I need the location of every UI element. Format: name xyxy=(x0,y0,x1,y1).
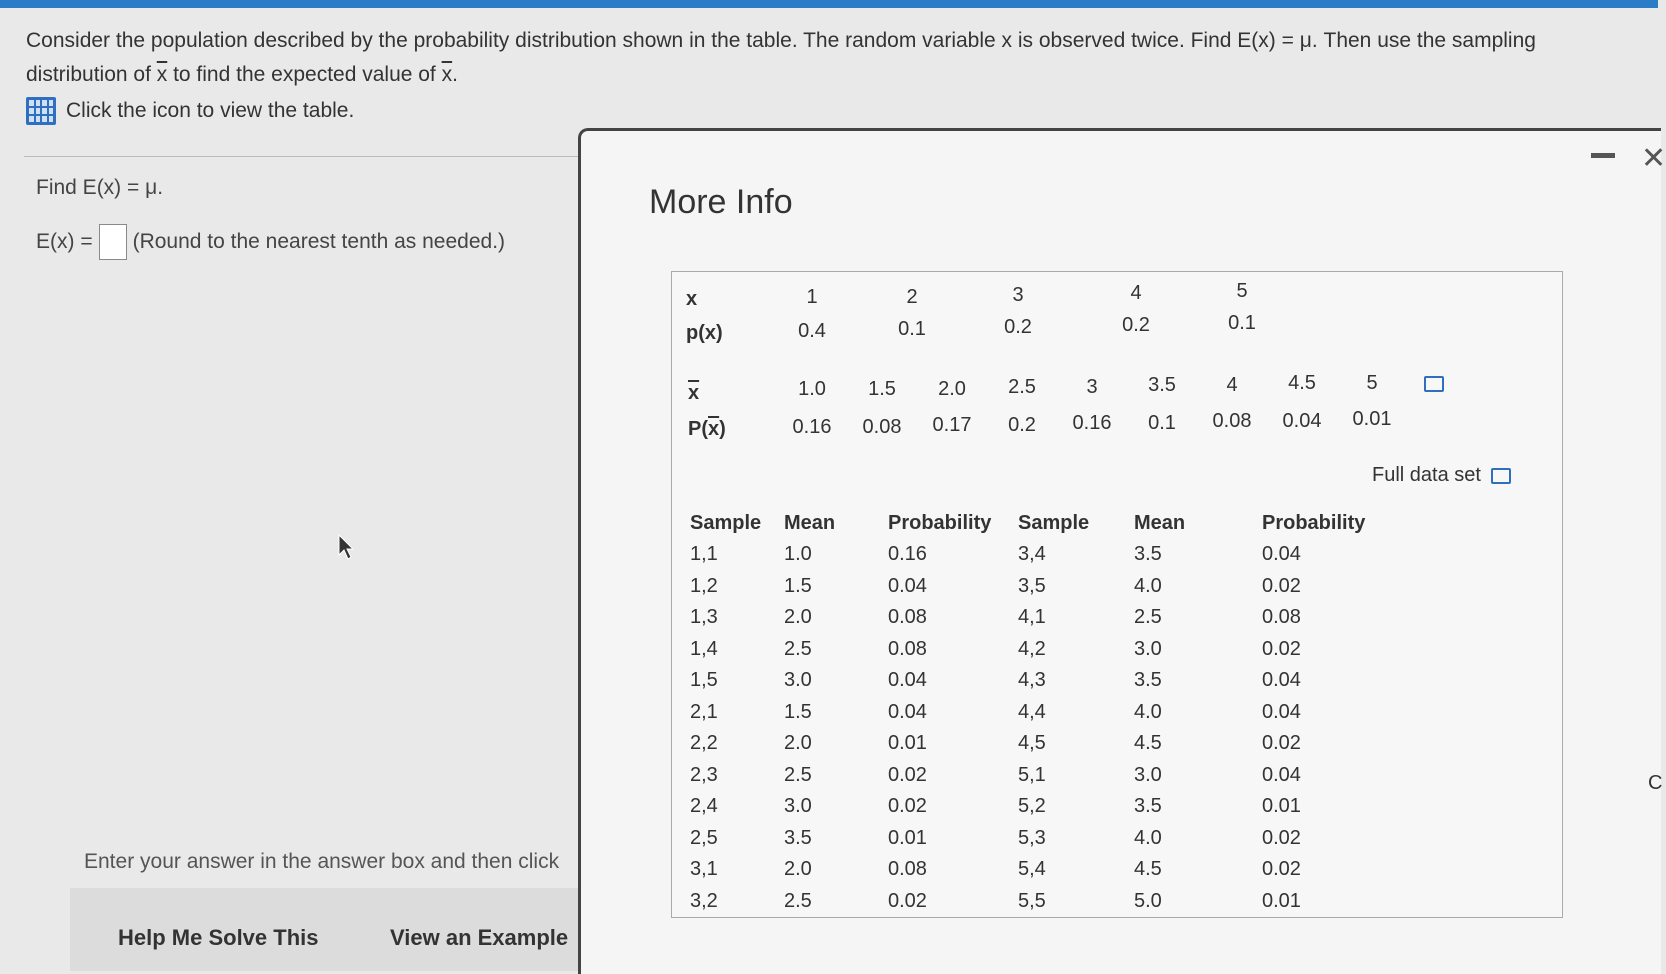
table-cell: 4,1 xyxy=(1018,606,1046,629)
dist1-p-cell: 0.1 xyxy=(1228,312,1256,334)
table-cell: 2,4 xyxy=(690,795,718,818)
table-cell: 0.02 xyxy=(1262,858,1301,881)
table-cell: 3.0 xyxy=(784,795,812,818)
view-example-button[interactable]: View an Example xyxy=(390,925,569,950)
table-cell: 0.04 xyxy=(888,700,927,723)
table-row xyxy=(690,791,1384,823)
col-header: Mean xyxy=(1134,512,1186,534)
px-row-label: p(x) xyxy=(686,322,723,344)
table-cell: 3.5 xyxy=(1134,795,1162,818)
table-cell: 0.04 xyxy=(1262,543,1301,566)
table-cell: 0.02 xyxy=(1262,826,1301,849)
table-cell: 1,2 xyxy=(690,574,718,597)
edge-fragment: C xyxy=(1648,772,1663,794)
table-cell: 4,2 xyxy=(1018,637,1046,660)
table-grid-icon[interactable] xyxy=(26,97,56,125)
help-me-solve-button[interactable]: Help Me Solve This xyxy=(118,925,319,950)
table-cell: 0.01 xyxy=(888,826,927,849)
table-cell: 4,4 xyxy=(1018,700,1046,723)
dist2-p-cell: 0.16 xyxy=(792,416,832,438)
table-cell: 1.5 xyxy=(784,574,812,597)
table-cell: 2.5 xyxy=(784,763,812,786)
copy-data-icon[interactable] xyxy=(1491,468,1511,484)
table-cell: 5,4 xyxy=(1018,858,1046,881)
dist1-x-cell: 4 xyxy=(1130,282,1142,304)
table-cell: 0.04 xyxy=(1262,763,1301,786)
table-cell: 3.5 xyxy=(1134,669,1162,692)
table-cell: 0.08 xyxy=(1262,606,1301,629)
table-row xyxy=(690,760,1384,792)
table-row xyxy=(690,539,1384,571)
table-row xyxy=(690,634,1384,666)
dist1-p-cell: 0.2 xyxy=(1122,314,1150,336)
table-cell: 1,5 xyxy=(690,669,718,692)
table-cell: 1,4 xyxy=(690,637,718,660)
x-row-label: x xyxy=(686,288,698,310)
close-icon[interactable]: ✕ xyxy=(1641,142,1666,175)
xbar-symbol: $\overline{x}$ xyxy=(156,63,168,86)
question-text xyxy=(26,24,1636,128)
table-cell: 5,5 xyxy=(1018,889,1046,912)
dist2-x-cell: 2.5 xyxy=(1008,376,1036,398)
table-cell: 5,2 xyxy=(1018,795,1046,818)
col-header: Probability xyxy=(1262,512,1366,534)
dist2-p-cell: 0.08 xyxy=(862,416,902,438)
question-part-1: Consider the population described by the probability distribution shown in the table. The random variable x is observed twice. Find E(x) = μ. Then use the sampling distribution of xyxy=(26,29,1536,86)
table-cell: 4.5 xyxy=(1134,858,1162,881)
table-cell: 1,3 xyxy=(690,606,718,629)
table-cell: 2,5 xyxy=(690,826,718,849)
xbar-row-label: $\overline{x}$ xyxy=(688,382,700,404)
table-cell: 3.0 xyxy=(1134,763,1162,786)
answer-section xyxy=(36,176,576,260)
table-cell: 0.02 xyxy=(1262,732,1301,755)
table-cell: 2.5 xyxy=(784,637,812,660)
table-row xyxy=(690,571,1384,603)
table-cell: 0.02 xyxy=(888,795,927,818)
answer-input-box[interactable] xyxy=(99,224,127,260)
table-cell: 2.0 xyxy=(784,732,812,755)
table-cell: 0.16 xyxy=(888,543,927,566)
instruction-hint: Enter your answer in the answer box and then click xyxy=(84,850,560,873)
table-cell: 3.5 xyxy=(784,826,812,849)
dist2-x-cell: 5 xyxy=(1366,372,1378,394)
table-cell: 0.04 xyxy=(888,574,927,597)
col-header: Probability xyxy=(888,512,992,534)
dist1-p-cell: 0.1 xyxy=(898,318,926,340)
col-header: Sample xyxy=(690,512,762,534)
table-cell: 4,5 xyxy=(1018,732,1046,755)
dialog-title: More Info xyxy=(649,183,793,221)
table-row xyxy=(690,823,1384,855)
table-cell: 4,3 xyxy=(1018,669,1046,692)
dist1-p-cell: 0.4 xyxy=(798,320,826,342)
col-header: Mean xyxy=(784,512,836,534)
col-header: Sample xyxy=(1018,512,1090,534)
table-cell: 3,2 xyxy=(690,889,718,912)
top-accent-bar xyxy=(0,0,1658,8)
table-cell: 0.08 xyxy=(888,858,927,881)
table-cell: 4.0 xyxy=(1134,574,1162,597)
dist2-p-cell: 0.16 xyxy=(1072,412,1112,434)
question-part-2: to find the expected value of xyxy=(167,63,442,86)
dist2-x-cell: 4 xyxy=(1226,374,1238,396)
dist2-x-cell: 4.5 xyxy=(1288,372,1316,394)
dist2-p-cell: 0.04 xyxy=(1282,410,1322,432)
table-cell: 3,5 xyxy=(1018,574,1046,597)
table-cell: 1.5 xyxy=(784,700,812,723)
table-cell: 4.0 xyxy=(1134,826,1162,849)
mouse-cursor-icon xyxy=(338,534,354,565)
dist2-p-cell: 0.01 xyxy=(1352,408,1392,430)
minimize-icon[interactable] xyxy=(1591,153,1615,158)
sample-table xyxy=(690,512,1384,917)
dist2-p-cell: 0.2 xyxy=(1008,414,1036,436)
table-cell: 0.02 xyxy=(888,763,927,786)
table-cell: 2,2 xyxy=(690,732,718,755)
pxbar-row-label: $P(\overline{x})$ xyxy=(688,418,726,440)
table-link-label: Click the icon to view the table. xyxy=(66,99,355,122)
round-hint: (Round to the nearest tenth as needed.) xyxy=(132,230,506,253)
table-cell: 0.04 xyxy=(888,669,927,692)
table-cell: 4.5 xyxy=(1134,732,1162,755)
table-cell: 0.02 xyxy=(1262,637,1301,660)
table-row xyxy=(690,886,1384,918)
table-row xyxy=(690,697,1384,729)
table-cell: 0.08 xyxy=(888,606,927,629)
dist2-x-cell: 3 xyxy=(1086,376,1098,398)
table-cell: 2.0 xyxy=(784,606,812,629)
dist2-p-cell: 0.1 xyxy=(1148,412,1176,434)
table-cell: 3,1 xyxy=(690,858,718,881)
copy-data-icon[interactable] xyxy=(1424,376,1444,392)
table-row xyxy=(690,602,1384,634)
table-cell: 2.5 xyxy=(784,889,812,912)
full-data-set-link[interactable] xyxy=(1372,464,1511,487)
view-table-link[interactable] xyxy=(26,94,1636,128)
dist1-x-cell: 2 xyxy=(906,286,918,308)
more-info-dialog xyxy=(578,128,1666,974)
table-row xyxy=(690,728,1384,760)
table-cell: 1.0 xyxy=(784,543,812,566)
find-label: Find E(x) = μ. xyxy=(36,176,164,199)
table-cell: 1,1 xyxy=(690,543,718,566)
table-cell: 3.0 xyxy=(784,669,812,692)
table-row xyxy=(690,665,1384,697)
table-cell: 0.01 xyxy=(1262,795,1301,818)
dist2-x-cell: 1.0 xyxy=(798,378,826,400)
table-cell: 2.5 xyxy=(1134,606,1162,629)
table-cell: 0.02 xyxy=(1262,574,1301,597)
table-cell: 5,3 xyxy=(1018,826,1046,849)
dist2-x-cell: 1.5 xyxy=(868,378,896,400)
table-row xyxy=(690,854,1384,886)
dist1-x-cell: 3 xyxy=(1012,284,1024,306)
table-cell: 2.0 xyxy=(784,858,812,881)
table-cell: 4.0 xyxy=(1134,700,1162,723)
table-cell: 2,3 xyxy=(690,763,718,786)
full-data-set-label: Full data set xyxy=(1372,464,1481,486)
dist2-p-cell: 0.08 xyxy=(1212,410,1252,432)
table-cell: 0.02 xyxy=(888,889,927,912)
dist1-x-cell: 1 xyxy=(806,286,818,308)
dist1-x-cell: 5 xyxy=(1236,280,1248,302)
answer-label: E(x) = xyxy=(36,230,93,253)
table-cell: 0.08 xyxy=(888,637,927,660)
section-divider xyxy=(24,156,584,157)
table-cell: 2,1 xyxy=(690,700,718,723)
dist2-x-cell: 3.5 xyxy=(1148,374,1176,396)
table-cell: 0.04 xyxy=(1262,700,1301,723)
table-cell: 0.04 xyxy=(1262,669,1301,692)
question-part-3: . xyxy=(452,63,458,86)
dist2-x-cell: 2.0 xyxy=(938,378,966,400)
table-cell: 3,4 xyxy=(1018,543,1046,566)
data-panel xyxy=(671,271,1563,918)
dist2-p-cell: 0.17 xyxy=(932,414,972,436)
dist1-p-cell: 0.2 xyxy=(1004,316,1032,338)
table-cell: 0.01 xyxy=(1262,889,1301,912)
table-cell: 3.0 xyxy=(1134,637,1162,660)
table-cell: 3.5 xyxy=(1134,543,1162,566)
table-cell: 0.01 xyxy=(888,732,927,755)
xbar-symbol: $\overline{x}$ xyxy=(441,63,453,86)
table-cell: 5,1 xyxy=(1018,763,1046,786)
table-cell: 5.0 xyxy=(1134,889,1162,912)
